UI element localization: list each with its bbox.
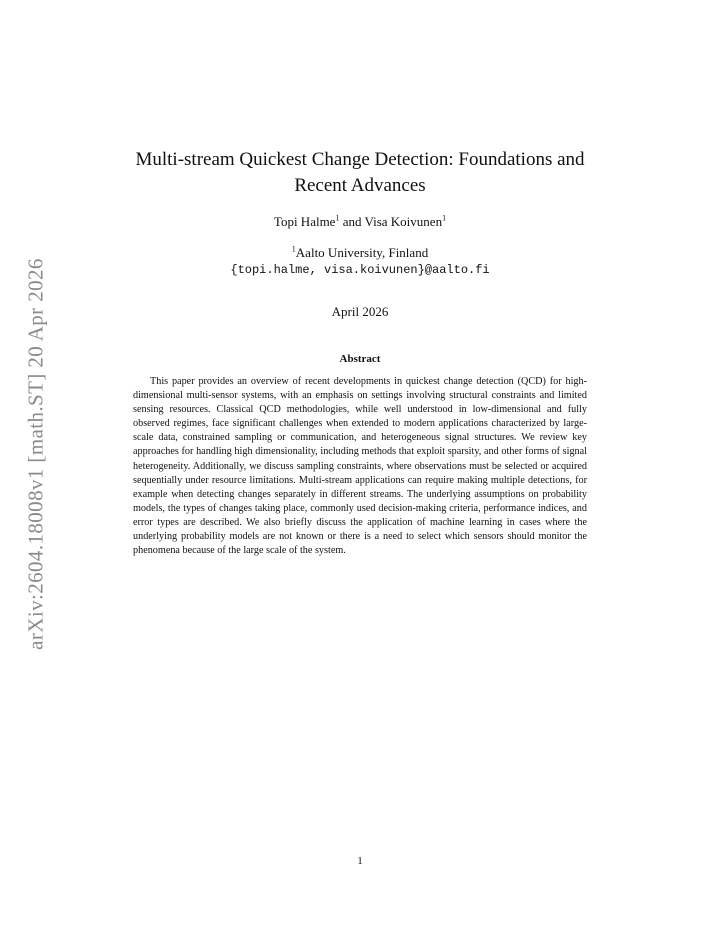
paper-title bbox=[110, 147, 610, 199]
author-connector: and bbox=[339, 214, 365, 229]
affiliation-marker: 1 bbox=[442, 213, 447, 223]
arxiv-identifier-stamp[interactable]: arXiv:2604.18008v1 [math.ST] 20 Apr 2026 bbox=[23, 258, 48, 650]
affiliation-text: Aalto University, Finland bbox=[295, 245, 429, 260]
author-name: Topi Halme bbox=[273, 214, 336, 229]
affiliation bbox=[110, 245, 610, 261]
affiliation-marker: 1 bbox=[291, 244, 296, 254]
abstract-heading: Abstract bbox=[339, 353, 381, 365]
author-list bbox=[110, 214, 610, 230]
paper-title-line-1: Multi-stream Quickest Change Detection: Foundations and bbox=[135, 149, 585, 170]
author-name: Visa Koivunen bbox=[364, 214, 443, 229]
author-emails: {topi.halme, visa.koivunen}@aalto.fi bbox=[230, 263, 490, 277]
paper-title-line-2: Recent Advances bbox=[294, 175, 426, 196]
abstract-body: This paper provides an overview of recent developments in quickest change detection (QCD) for high-dimensional multi-sensor systems, with an emphasis on settings involving structural constraints and limited sensing resources. Classical QCD methodologies, while well understood in low-dimensional and fully observed regimes, face significant challenges when extended to modern applications characterized by large-scale data, constrained sampling or communication, and heterogeneous signal structures. We review key approaches for handling high dimensionality, including methods that exploit sparsity, and other forms of signal heterogeneity. Additionally, we discuss sampling constraints, where observations must be selected or acquired sequentially under resource limitations. Multi-stream applications can require making multiple detections, for example when detecting changes separately in different streams. The underlying assumptions on probability models, the types of changes taking place, commonly used decision-making criteria, performance indices, and error types are described. We also briefly discuss the application of machine learning in cases where the underlying probability models are not known or there is a need to select which sensors should monitor the phenomena because of the large scale of the system. bbox=[133, 376, 587, 557]
page-number: 1 bbox=[357, 855, 363, 867]
affiliation-marker: 1 bbox=[335, 213, 340, 223]
publication-date: April 2026 bbox=[331, 304, 389, 319]
